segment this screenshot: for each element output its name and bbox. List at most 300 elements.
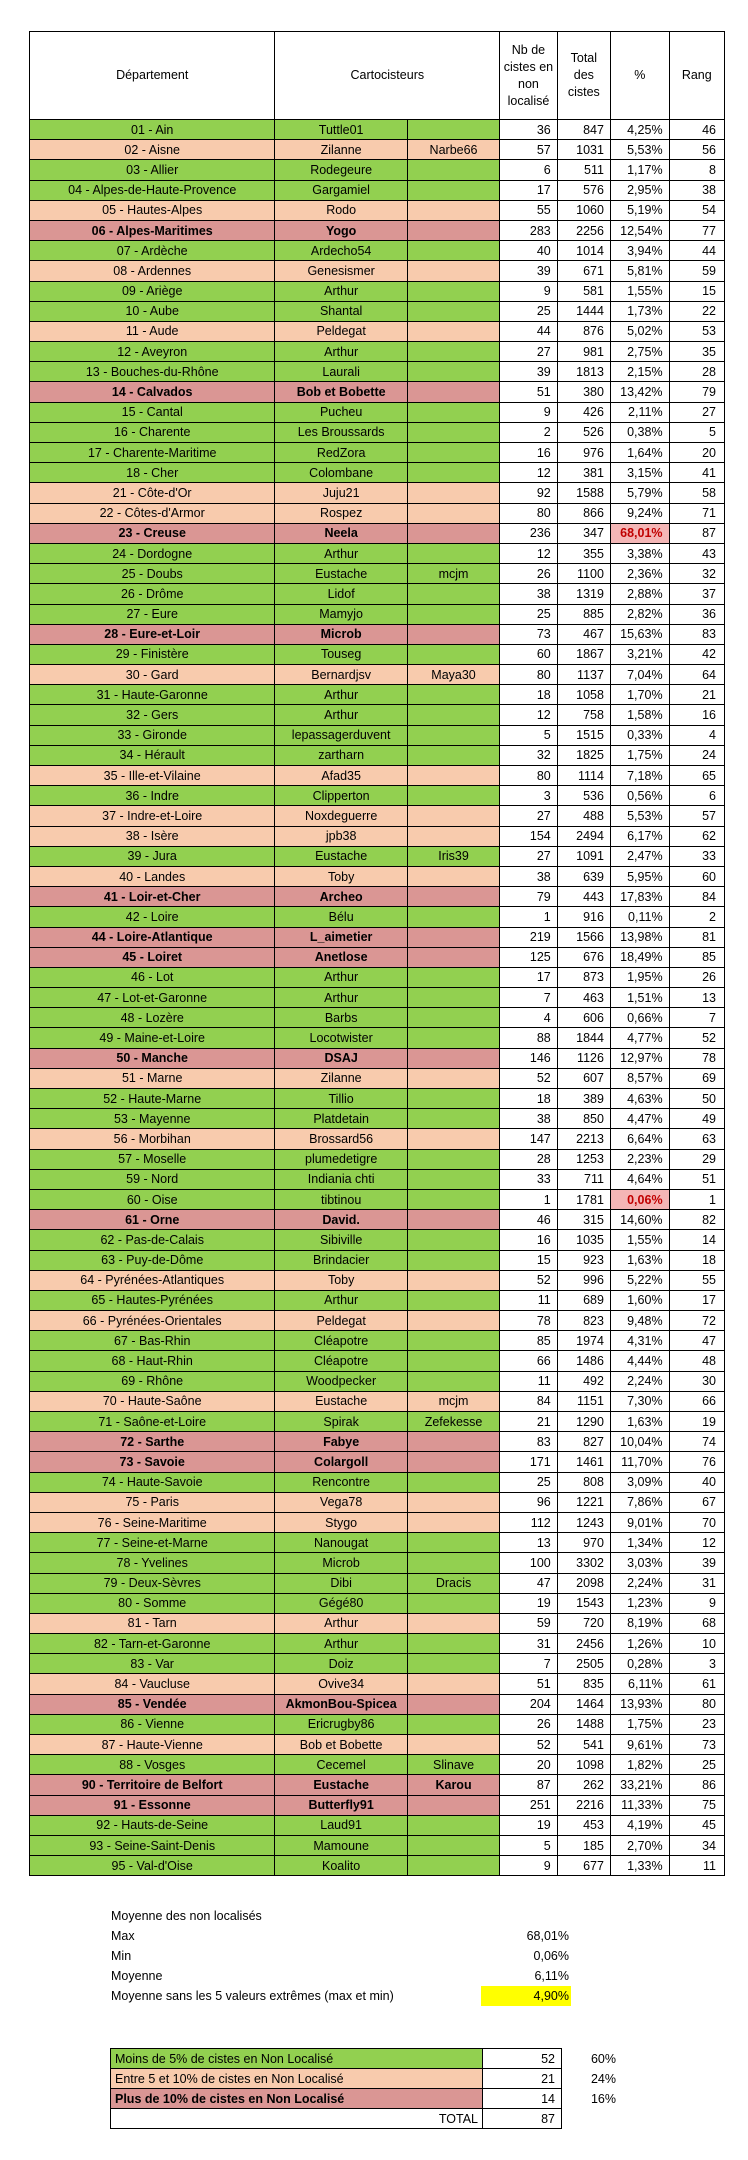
pct-cell: 15,63% (610, 624, 669, 644)
table-row (30, 1472, 725, 1492)
total-cell: 453 (557, 1815, 610, 1835)
pct-cell: 5,95% (610, 866, 669, 886)
cartocisteur-cell: Toby (275, 866, 407, 886)
cartocisteur-cell: Arthur (275, 1634, 407, 1654)
summary-mean-trim-row (111, 1986, 571, 2006)
rang-cell: 51 (669, 1169, 724, 1189)
departement-cell: 47 - Lot-et-Garonne (30, 988, 275, 1008)
departement-cell: 77 - Seine-et-Marne (30, 1533, 275, 1553)
total-cell: 689 (557, 1290, 610, 1310)
departement-cell: 48 - Lozère (30, 1008, 275, 1028)
rang-cell: 19 (669, 1412, 724, 1432)
nb-non-localise-cell: 7 (500, 988, 558, 1008)
cartocisteur2-cell (407, 1714, 499, 1734)
cartocisteur-cell: Eustache (275, 846, 407, 866)
departement-cell: 83 - Var (30, 1654, 275, 1674)
rang-cell: 14 (669, 1230, 724, 1250)
departement-cell: 15 - Cantal (30, 402, 275, 422)
departement-cell: 85 - Vendée (30, 1694, 275, 1714)
total-cell: 827 (557, 1432, 610, 1452)
total-cell: 1060 (557, 200, 610, 220)
rang-cell: 74 (669, 1432, 724, 1452)
pct-cell: 2,24% (610, 1573, 669, 1593)
cartocisteur-cell: Yogo (275, 220, 407, 240)
nb-non-localise-cell: 52 (500, 1270, 558, 1290)
legend-table (110, 2048, 619, 2129)
nb-non-localise-cell: 51 (500, 1674, 558, 1694)
cartocisteur2-cell (407, 745, 499, 765)
rang-cell: 33 (669, 846, 724, 866)
rang-cell: 26 (669, 967, 724, 987)
cartocisteur2-cell (407, 160, 499, 180)
pct-cell: 10,04% (610, 1432, 669, 1452)
departement-cell: 66 - Pyrénées-Orientales (30, 1311, 275, 1331)
departement-cell: 04 - Alpes-de-Haute-Provence (30, 180, 275, 200)
table-row (30, 523, 725, 543)
total-cell: 389 (557, 1089, 610, 1109)
rang-cell: 82 (669, 1210, 724, 1230)
cartocisteur2-cell (407, 443, 499, 463)
cartocisteur2-cell (407, 261, 499, 281)
rang-cell: 9 (669, 1593, 724, 1613)
nb-non-localise-cell: 19 (500, 1815, 558, 1835)
nb-non-localise-cell: 27 (500, 342, 558, 362)
total-cell: 1290 (557, 1412, 610, 1432)
cartocisteur-cell: L_aimetier (275, 927, 407, 947)
pct-cell: 7,18% (610, 766, 669, 786)
cartocisteur-cell: Gégé80 (275, 1593, 407, 1613)
rang-cell: 39 (669, 1553, 724, 1573)
total-cell: 488 (557, 806, 610, 826)
total-cell: 823 (557, 1311, 610, 1331)
pct-cell: 18,49% (610, 947, 669, 967)
pct-cell: 0,28% (610, 1654, 669, 1674)
cartocisteur2-cell: Iris39 (407, 846, 499, 866)
cartocisteur2-cell (407, 543, 499, 563)
cartocisteur2-cell (407, 1613, 499, 1633)
pct-cell: 4,44% (610, 1351, 669, 1371)
nb-non-localise-cell: 52 (500, 1068, 558, 1088)
table-row (30, 866, 725, 886)
departement-cell: 57 - Moselle (30, 1149, 275, 1169)
rang-cell: 75 (669, 1795, 724, 1815)
nb-non-localise-cell: 47 (500, 1573, 558, 1593)
legend-label: Moins de 5% de cistes en Non Localisé (111, 2049, 483, 2069)
departement-cell: 01 - Ain (30, 120, 275, 140)
cartocisteur-cell: David. (275, 1210, 407, 1230)
cartocisteur2-cell (407, 705, 499, 725)
cartocisteur-cell: Spirak (275, 1412, 407, 1432)
total-cell: 1844 (557, 1028, 610, 1048)
table-row (30, 1674, 725, 1694)
table-row (30, 483, 725, 503)
total-cell: 1114 (557, 766, 610, 786)
total-cell: 720 (557, 1613, 610, 1633)
table-row (30, 644, 725, 664)
cartocisteur2-cell (407, 1694, 499, 1714)
nb-non-localise-cell: 12 (500, 543, 558, 563)
cartocisteur-cell: Gargamiel (275, 180, 407, 200)
cartocisteur-cell: Afad35 (275, 766, 407, 786)
nb-non-localise-cell: 27 (500, 806, 558, 826)
table-row (30, 1351, 725, 1371)
total-cell: 981 (557, 342, 610, 362)
table-row (30, 1189, 725, 1209)
pct-cell: 3,38% (610, 543, 669, 563)
table-row (30, 1452, 725, 1472)
nb-non-localise-cell: 100 (500, 1553, 558, 1573)
rang-cell: 67 (669, 1492, 724, 1512)
pct-cell: 5,19% (610, 200, 669, 220)
table-row (30, 543, 725, 563)
cartocisteur2-cell (407, 806, 499, 826)
cartocisteur2-cell (407, 887, 499, 907)
rang-cell: 62 (669, 826, 724, 846)
rang-cell: 55 (669, 1270, 724, 1290)
cartocisteur-cell: Peldegat (275, 321, 407, 341)
pct-cell: 4,31% (610, 1331, 669, 1351)
cartocisteur-cell: zartharn (275, 745, 407, 765)
rang-cell: 78 (669, 1048, 724, 1068)
total-cell: 873 (557, 967, 610, 987)
nb-non-localise-cell: 57 (500, 140, 558, 160)
nb-non-localise-cell: 28 (500, 1149, 558, 1169)
rang-cell: 71 (669, 503, 724, 523)
departement-cell: 87 - Haute-Vienne (30, 1735, 275, 1755)
cartocisteur-cell: Mamoune (275, 1835, 407, 1855)
departement-cell: 38 - Isère (30, 826, 275, 846)
table-row (30, 786, 725, 806)
departement-cell: 95 - Val-d'Oise (30, 1856, 275, 1876)
table-row (30, 1795, 725, 1815)
pct-cell: 1,34% (610, 1533, 669, 1553)
nb-non-localise-cell: 52 (500, 1735, 558, 1755)
pct-cell: 3,03% (610, 1553, 669, 1573)
cartocisteur2-cell (407, 967, 499, 987)
cartocisteur-cell: Butterfly91 (275, 1795, 407, 1815)
cartocisteur-cell: Mamyjo (275, 604, 407, 624)
pct-cell: 3,21% (610, 644, 669, 664)
cartocisteur-cell: Pucheu (275, 402, 407, 422)
rang-cell: 58 (669, 483, 724, 503)
total-cell: 677 (557, 1856, 610, 1876)
cartocisteur2-cell (407, 685, 499, 705)
cartocisteur2-cell (407, 725, 499, 745)
table-row (30, 1250, 725, 1270)
nb-non-localise-cell: 25 (500, 1472, 558, 1492)
table-row (30, 1613, 725, 1633)
departement-cell: 17 - Charente-Maritime (30, 443, 275, 463)
rang-cell: 17 (669, 1290, 724, 1310)
rang-cell: 59 (669, 261, 724, 281)
header-nb-non-localise: Nb de cistes en non localisé (500, 32, 558, 120)
summary-mean-trim-value: 4,90% (481, 1986, 571, 2006)
rang-cell: 46 (669, 120, 724, 140)
nb-non-localise-cell: 112 (500, 1512, 558, 1532)
cartocisteur-cell: Cléapotre (275, 1331, 407, 1351)
rang-cell: 41 (669, 463, 724, 483)
departement-cell: 88 - Vosges (30, 1755, 275, 1775)
summary-mean-value: 6,11% (534, 1969, 569, 1983)
nb-non-localise-cell: 51 (500, 382, 558, 402)
nb-non-localise-cell: 84 (500, 1391, 558, 1411)
cartocisteur-cell: Microb (275, 624, 407, 644)
departement-cell: 67 - Bas-Rhin (30, 1331, 275, 1351)
table-row (30, 1068, 725, 1088)
table-row (30, 200, 725, 220)
nb-non-localise-cell: 5 (500, 1835, 558, 1855)
departement-cell: 42 - Loire (30, 907, 275, 927)
cartocisteur2-cell (407, 281, 499, 301)
rang-cell: 68 (669, 1613, 724, 1633)
table-row (30, 907, 725, 927)
departement-cell: 35 - Ille-et-Vilaine (30, 766, 275, 786)
cartocisteur-cell: Genesismer (275, 261, 407, 281)
cartocisteur-cell: Rodo (275, 200, 407, 220)
nb-non-localise-cell: 236 (500, 523, 558, 543)
total-cell: 1566 (557, 927, 610, 947)
table-row (30, 301, 725, 321)
table-row (30, 1089, 725, 1109)
cartocisteur-cell: Arthur (275, 1290, 407, 1310)
rang-cell: 44 (669, 241, 724, 261)
cartocisteur2-cell (407, 1634, 499, 1654)
nb-non-localise-cell: 204 (500, 1694, 558, 1714)
cartocisteur2-cell (407, 988, 499, 1008)
cartocisteur2-cell (407, 927, 499, 947)
rang-cell: 13 (669, 988, 724, 1008)
nb-non-localise-cell: 80 (500, 503, 558, 523)
table-row (30, 1634, 725, 1654)
total-cell: 876 (557, 321, 610, 341)
departement-cell: 68 - Haut-Rhin (30, 1351, 275, 1371)
cartocisteur2-cell: Slinave (407, 1755, 499, 1775)
pct-cell: 12,97% (610, 1048, 669, 1068)
rang-cell: 56 (669, 140, 724, 160)
cartocisteur-cell: Arthur (275, 1613, 407, 1633)
cartocisteur-cell: Arthur (275, 281, 407, 301)
cartocisteur-cell: Shantal (275, 301, 407, 321)
table-row (30, 1270, 725, 1290)
total-cell: 1515 (557, 725, 610, 745)
table-row (30, 120, 725, 140)
legend-total-label: TOTAL (111, 2109, 483, 2129)
total-cell: 2256 (557, 220, 610, 240)
table-row (30, 261, 725, 281)
pct-cell: 13,93% (610, 1694, 669, 1714)
nb-non-localise-cell: 96 (500, 1492, 558, 1512)
total-cell: 1825 (557, 745, 610, 765)
total-cell: 2213 (557, 1129, 610, 1149)
total-cell: 1444 (557, 301, 610, 321)
pct-cell: 2,23% (610, 1149, 669, 1169)
table-row (30, 705, 725, 725)
rang-cell: 45 (669, 1815, 724, 1835)
total-cell: 1781 (557, 1189, 610, 1209)
total-cell: 607 (557, 1068, 610, 1088)
cartocisteur-cell: Archeo (275, 887, 407, 907)
rang-cell: 29 (669, 1149, 724, 1169)
cartocisteur2-cell (407, 120, 499, 140)
table-row (30, 1008, 725, 1028)
cartocisteur2-cell (407, 1311, 499, 1331)
rang-cell: 47 (669, 1331, 724, 1351)
legend-pct: 24% (590, 2071, 616, 2086)
cartocisteur2-cell (407, 523, 499, 543)
pct-cell: 5,53% (610, 140, 669, 160)
departement-cell: 26 - Drôme (30, 584, 275, 604)
departement-cell: 31 - Haute-Garonne (30, 685, 275, 705)
nb-non-localise-cell: 92 (500, 483, 558, 503)
nb-non-localise-cell: 59 (500, 1613, 558, 1633)
rang-cell: 53 (669, 321, 724, 341)
cartocisteur2-cell (407, 1472, 499, 1492)
table-row (30, 342, 725, 362)
cartocisteur-cell: Les Broussards (275, 422, 407, 442)
pct-cell: 7,86% (610, 1492, 669, 1512)
table-row (30, 463, 725, 483)
header-cartocisteurs: Cartocisteurs (275, 32, 500, 120)
total-cell: 467 (557, 624, 610, 644)
departement-cell: 36 - Indre (30, 786, 275, 806)
pct-cell: 6,64% (610, 1129, 669, 1149)
cartocisteur2-cell (407, 644, 499, 664)
legend-label: Entre 5 et 10% de cistes en Non Localisé (111, 2069, 483, 2089)
nb-non-localise-cell: 20 (500, 1755, 558, 1775)
legend-count: 21 (483, 2069, 562, 2089)
departement-cell: 11 - Aude (30, 321, 275, 341)
pct-cell: 11,33% (610, 1795, 669, 1815)
cartocisteur-cell: Microb (275, 1553, 407, 1573)
cartocisteur2-cell (407, 1512, 499, 1532)
rang-cell: 3 (669, 1654, 724, 1674)
cartocisteur2-cell (407, 1331, 499, 1351)
total-cell: 576 (557, 180, 610, 200)
pct-cell: 2,47% (610, 846, 669, 866)
departement-cell: 39 - Jura (30, 846, 275, 866)
cartocisteur2-cell (407, 241, 499, 261)
cartocisteur2-cell (407, 1230, 499, 1250)
pct-cell: 5,02% (610, 321, 669, 341)
cartocisteur2-cell (407, 503, 499, 523)
legend-count: 14 (483, 2089, 562, 2109)
pct-cell: 68,01% (610, 523, 669, 543)
total-cell: 185 (557, 1835, 610, 1855)
departement-cell: 12 - Aveyron (30, 342, 275, 362)
departement-cell: 05 - Hautes-Alpes (30, 200, 275, 220)
nb-non-localise-cell: 125 (500, 947, 558, 967)
pct-cell: 1,75% (610, 1714, 669, 1734)
total-cell: 1461 (557, 1452, 610, 1472)
nb-non-localise-cell: 85 (500, 1331, 558, 1351)
table-row (30, 1109, 725, 1129)
cartocisteur-cell: Vega78 (275, 1492, 407, 1512)
departement-cell: 52 - Haute-Marne (30, 1089, 275, 1109)
nb-non-localise-cell: 36 (500, 120, 558, 140)
departement-cell: 33 - Gironde (30, 725, 275, 745)
rang-cell: 65 (669, 766, 724, 786)
departement-cell: 49 - Maine-et-Loire (30, 1028, 275, 1048)
cartocisteur-cell: Koalito (275, 1856, 407, 1876)
cartocisteur2-cell (407, 624, 499, 644)
cartocisteur-cell: jpb38 (275, 826, 407, 846)
cartocisteur-cell: Doiz (275, 1654, 407, 1674)
nb-non-localise-cell: 38 (500, 866, 558, 886)
table-row (30, 725, 725, 745)
total-cell: 315 (557, 1210, 610, 1230)
departement-cell: 46 - Lot (30, 967, 275, 987)
pct-cell: 1,58% (610, 705, 669, 725)
total-cell: 1031 (557, 140, 610, 160)
pct-cell: 1,73% (610, 301, 669, 321)
cartocisteur2-cell (407, 1109, 499, 1129)
table-row (30, 1856, 725, 1876)
summary-title: Moyenne des non localisés (111, 1909, 262, 1923)
cartocisteur2-cell (407, 1169, 499, 1189)
total-cell: 511 (557, 160, 610, 180)
total-cell: 996 (557, 1270, 610, 1290)
rang-cell: 81 (669, 927, 724, 947)
pct-cell: 0,38% (610, 422, 669, 442)
table-row (30, 665, 725, 685)
pct-cell: 2,15% (610, 362, 669, 382)
total-cell: 380 (557, 382, 610, 402)
total-cell: 711 (557, 1169, 610, 1189)
cartocisteur2-cell (407, 1533, 499, 1553)
cartocisteur2-cell (407, 1553, 499, 1573)
table-row (30, 1048, 725, 1068)
rang-cell: 72 (669, 1311, 724, 1331)
nb-non-localise-cell: 154 (500, 826, 558, 846)
departement-cell: 16 - Charente (30, 422, 275, 442)
cartocisteur2-cell (407, 220, 499, 240)
total-cell: 1126 (557, 1048, 610, 1068)
cartocisteur-cell: Sibiville (275, 1230, 407, 1250)
cartocisteur-cell: Colombane (275, 463, 407, 483)
nb-non-localise-cell: 25 (500, 301, 558, 321)
total-cell: 1221 (557, 1492, 610, 1512)
cartocisteur2-cell (407, 382, 499, 402)
pct-cell: 13,98% (610, 927, 669, 947)
total-cell: 2505 (557, 1654, 610, 1674)
pct-cell: 0,06% (610, 1189, 669, 1209)
table-row (30, 887, 725, 907)
rang-cell: 50 (669, 1089, 724, 1109)
nb-non-localise-cell: 46 (500, 1210, 558, 1230)
total-cell: 676 (557, 947, 610, 967)
legend-row (111, 2049, 619, 2069)
pct-cell: 1,17% (610, 160, 669, 180)
cartocisteur2-cell (407, 1068, 499, 1088)
total-cell: 916 (557, 907, 610, 927)
rang-cell: 23 (669, 1714, 724, 1734)
departement-cell: 08 - Ardennes (30, 261, 275, 281)
total-cell: 1974 (557, 1331, 610, 1351)
nb-non-localise-cell: 26 (500, 1714, 558, 1734)
cartocisteur-cell: Tuttle01 (275, 120, 407, 140)
cartocisteur2-cell (407, 1835, 499, 1855)
legend-total-row (111, 2109, 619, 2129)
table-row (30, 422, 725, 442)
table-row (30, 1815, 725, 1835)
pct-cell: 14,60% (610, 1210, 669, 1230)
cartocisteur-cell: Rencontre (275, 1472, 407, 1492)
departement-cell: 51 - Marne (30, 1068, 275, 1088)
departement-cell: 23 - Creuse (30, 523, 275, 543)
rang-cell: 60 (669, 866, 724, 886)
cartocisteur2-cell (407, 362, 499, 382)
legend-count: 52 (483, 2049, 562, 2069)
